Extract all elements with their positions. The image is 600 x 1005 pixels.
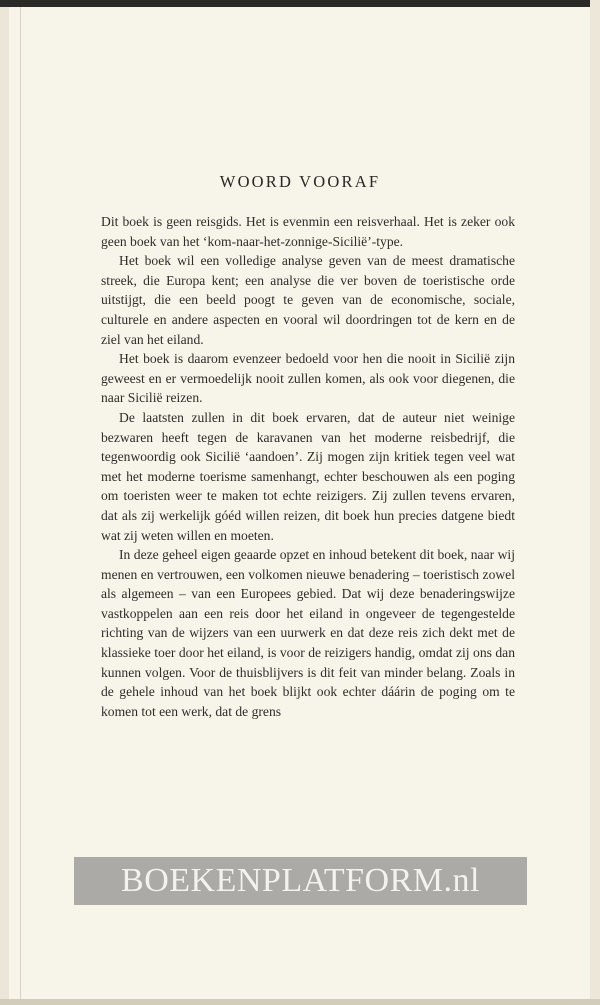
page-right-edge (590, 0, 600, 1005)
paragraph-1: Dit boek is geen reisgids. Het is evenmin een reisverhaal. Het is zeker ook geen boek van het ‘kom-naar-het-zonnige-Sicilië’-type. (101, 214, 515, 249)
paragraph-4: De laatsten zullen in dit boek ervaren, dat de auteur niet weinige bezwaren heeft tegen de karavanen van het moderne reisbedrijf, die tegenwoordig ook Sicilië ‘aandoen’. Zij mogen zijn kritiek tegen veel wat met het moderne toerisme samenhangt, echter beschouwen als een poging om toeristen weer te maken tot echte reizigers. Zij zullen tevens ervaren, dat als zij werkelijk góéd willen reizen, dit boek hun precies datgene biedt wat zij weten willen en moeten. (101, 409, 515, 543)
body-text (101, 212, 515, 721)
page-left-edge (0, 7, 9, 1005)
chapter-heading: WOORD VOORAF (219, 172, 381, 191)
paragraph-3: Het boek is daarom evenzeer bedoeld voor hen die nooit in Sicilië zijn geweest en er vermoedelijk nooit zullen komen, als ook voor diegenen, die naar Sicilië reizen. (101, 351, 515, 406)
paragraph-2: Het boek wil een volledige analyse geven van de meest dramatische streek, die Europa kent; een analyse die ver boven de toeristische orde uitstijgt, die een beeld poogt te geven van de economische, sociale, culturele en andere aspecten en vooral wil doordringen tot de kern en de ziel van het eiland. (101, 253, 515, 347)
gutter-line (20, 7, 21, 1005)
page-bottom-edge (0, 999, 600, 1005)
paragraph-5: In deze geheel eigen geaarde opzet en inhoud betekent dit boek, naar wij menen en vertrouwen, een volkomen nieuwe benadering – toeristisch zowel als algemeen – van een Europees gebied. Dat wij deze benaderingswijze vastkoppelen aan een reis door het eiland in ongeveer de tegengestelde richting van de wijzers van een uurwerk en dat deze reis zich dekt met de klassieke toer door het eiland, is voor de reizigers handig, omdat zij ons dan kunnen volgen. Voor de thuisblijvers is dit feit van minder belang. Zoals in de gehele inhoud van het boek blijkt ook echter dáárin de poging om te komen tot een werk, dat de grens (101, 547, 515, 719)
watermark: BOEKENPLATFORM.nl (74, 857, 527, 905)
page-top-edge (0, 0, 600, 7)
